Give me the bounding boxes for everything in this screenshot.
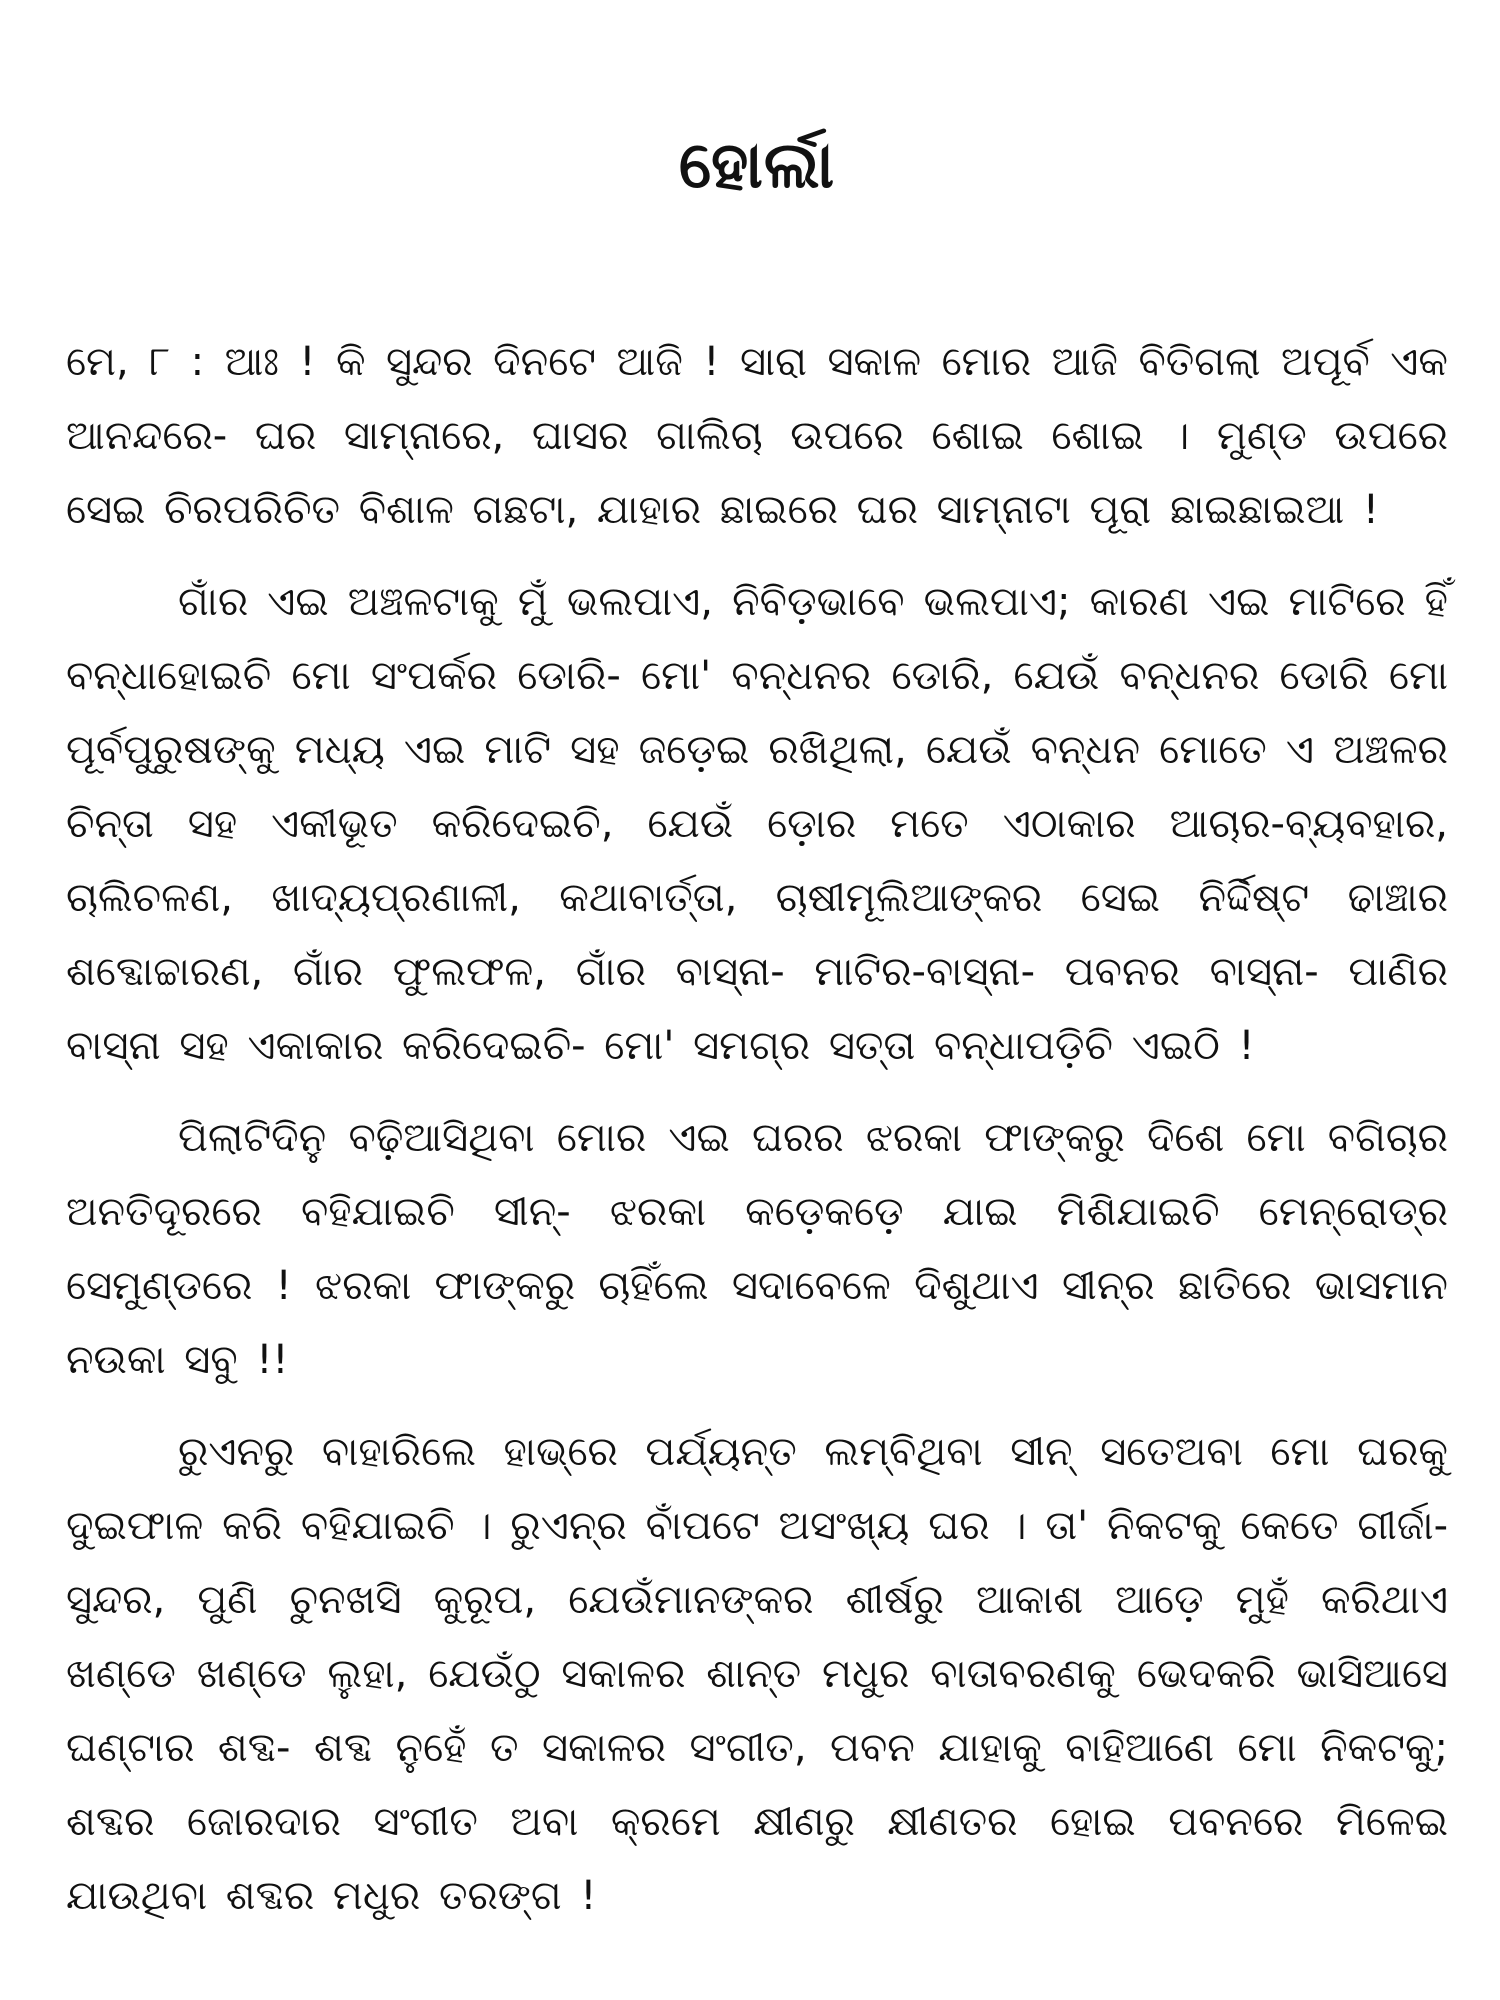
paragraph-1: ମେ, ୮ : ଆଃ ! କି ସୁନ୍ଦର ଦିନଟେ ଆଜି ! ସାରା ସକାଳ ମୋର ଆଜି ବିତିଗଲା ଅପୂର୍ବ ଏକ ଆନନ୍ଦରେ- ଘର ସାମ୍ନାରେ, ଘାସର ଗାଲିଚା ଉପରେ ଶୋଇ ଶୋଇ । ମୁଣ୍ଡ ଉପରେ ସେଇ ଚିରପରିଚିତ ବିଶାଳ ଗଛଟା, ଯାହାର ଛାଇରେ ଘର ସାମ୍ନାଟା ପୂରା ଛାଇଛାଇଆ ! — [66, 338, 1448, 533]
paragraph-2: ଗାଁର ଏଇ ଅଞ୍ଚଳଟାକୁ ମୁଁ ଭଲପାଏ, ନିବିଡ଼ଭାବେ ଭଲପାଏ; କାରଣ ଏଇ ମାଟିରେ ହିଁ ବନ୍ଧାହୋଇଚି ମୋ ସଂପର୍କର ଡୋରି- ମୋ' ବନ୍ଧନର ଡୋରି, ଯେଉଁ ବନ୍ଧନର ଡୋରି ମୋ ପୂର୍ବପୁରୁଷଙ୍କୁ ମଧ୍ୟ ଏଇ ମାଟି ସହ ଜଡ଼େଇ ରଖିଥିଲା, ଯେଉଁ ବନ୍ଧନ ମୋତେ ଏ ଅଞ୍ଚଳର ଚିନ୍ତା ସହ ଏକୀଭୂତ କରିଦେଇଚି, ଯେଉଁ ଡ଼ୋର ମତେ ଏଠାକାର ଆଚାର-ବ୍ୟବହାର, ଚାଲିଚଳଣ, ଖାଦ୍ୟପ୍ରଣାଳୀ, କଥାବାର୍ତ୍ତା, ଚାଷୀମୂଲିଆଙ୍କର ସେଇ ନିର୍ଦ୍ଦିଷ୍ଟ ଢାଞ୍ଚାର ଶବ୍ଦୋଚ୍ଚାରଣ, ଗାଁର ଫୁଲଫଳ, ଗାଁର ବାସ୍ନା- ମାଟିର-ବାସ୍ନା- ପବନର ବାସ୍ନା- ପାଣିର ବାସ୍ନା ସହ ଏକାକାର କରିଦେଇଚି- ମୋ' ସମଗ୍ର ସତ୍ତା ବନ୍ଧାପଡ଼ିଚି ଏଇଠି ! — [66, 578, 1448, 1069]
page-title: ହୋର୍ଲା — [678, 129, 836, 203]
paragraph-4: ରୁଏନରୁ ବାହାରିଲେ ହାଭ୍ରେ ପର୍ଯ୍ୟନ୍ତ ଲମ୍ବିଥିବା ସୀନ୍ ସତେଅବା ମୋ ଘରକୁ ଦୁଇଫାଳ କରି ବହିଯାଇଚି । ରୁଏନ୍‌ର ବାଁପଟେ ଅସଂଖ୍ୟ ଘର । ତା' ନିକଟକୁ କେତେ ଗୀର୍ଜା- ସୁନ୍ଦର, ପୁଣି ଚୁନଖସି କୁରୂପ, ଯେଉଁମାନଙ୍କର ଶୀର୍ଷରୁ ଆକାଶ ଆଡ଼େ ମୁହଁ କରିଥାଏ ଖଣ୍ଡେ ଖଣ୍ଡେ ଲୁହା, ଯେଉଁଠୁ ସକାଳର ଶାନ୍ତ ମଧୁର ବାତାବରଣକୁ ଭେଦକରି ଭାସିଆସେ ଘଣ୍ଟାର ଶବ୍ଦ- ଶବ୍ଦ ନୁହେଁ ତ ସକାଳର ସଂଗୀତ, ପବନ ଯାହାକୁ ବାହିଆଣେ ମୋ ନିକଟକୁ; ଶବ୍ଦର ଜୋରଦାର ସଂଗୀତ ଅବା କ୍ରମେ କ୍ଷୀଣରୁ କ୍ଷୀଣତର ହୋଇ ପବନରେ ମିଳେଇ ଯାଉଥିବା ଶବ୍ଦର ମଧୁର ତରଙ୍ଗ ! — [66, 1428, 1448, 1919]
paragraph-3: ପିଲାଟିଦିନୁ ବଢ଼ିଆସିଥିବା ମୋର ଏଇ ଘରର ଝରକା ଫାଙ୍କରୁ ଦିଶେ ମୋ ବଗିଚାର ଅନତିଦୂରରେ ବହିଯାଇଚି ସୀନ୍- ଝରକା କଡ଼େକଡ଼େ ଯାଇ ମିଶିଯାଇଚି ମେନ୍‌ରୋଡ୍‌ର ସେମୁଣ୍ଡରେ ! ଝରକା ଫାଙ୍କରୁ ଚାହିଁଲେ ସଦାବେଳେ ଦିଶୁଥାଏ ସୀନ୍‌ର ଛାତିରେ ଭାସମାନ ନଉକା ସବୁ !! — [66, 1114, 1448, 1383]
